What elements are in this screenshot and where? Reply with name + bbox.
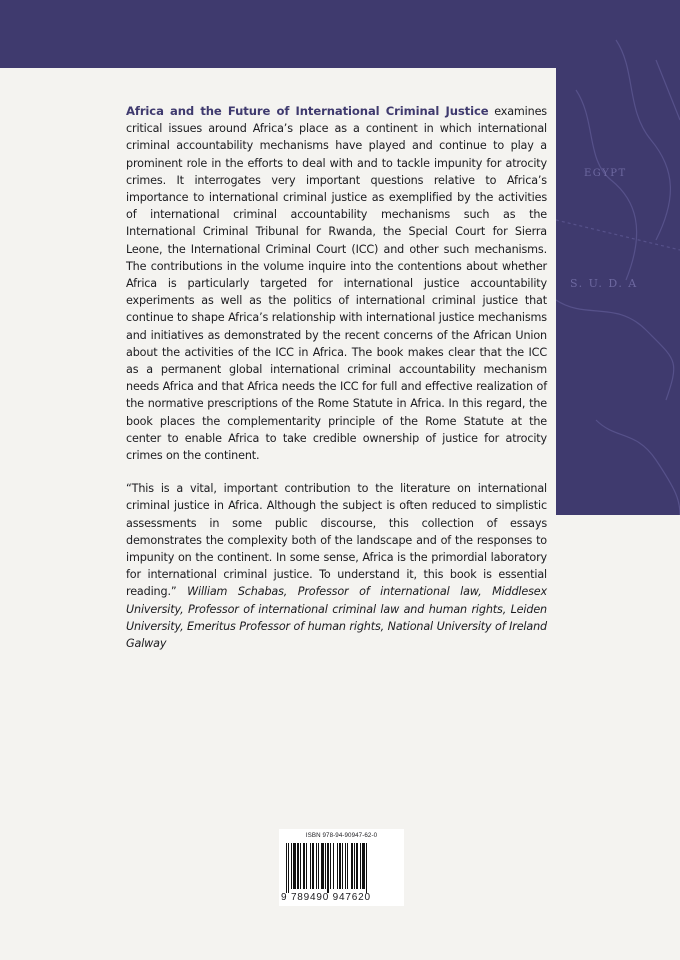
map-label-sudan: S. U. D. A <box>570 277 638 290</box>
endorsement-paragraph <box>126 480 547 652</box>
barcode-digits: 9 789490 947620 <box>281 892 371 903</box>
endorsement-attribution: William Schabas, Professor of international law, Middlesex University, Professor of international criminal law and human rights, Leiden University, Emeritus Professor of human rights, National University of Ireland Galway <box>126 585 548 651</box>
barcode-bar <box>312 843 314 889</box>
barcode-bar <box>291 843 292 889</box>
book-title: Africa and the Future of International Criminal Justice <box>126 104 489 118</box>
blurb-body: examines critical issues around Africa’s place as a continent in which international criminal accountability mechanisms have played and continue to play a prominent role in the efforts to deal with and to tackle impunity for atrocity crimes. It interrogates very important questions relative to Africa’s importance to international criminal justice as exemplified by the activities of international criminal accountability mechanisms such as the International Criminal Tribunal for Rwanda, the Special Court for Sierra Leone, the International Criminal Court (ICC) and other such mechanisms. The contributions in the volume inquire into the contentions about whether Africa is particularly targeted for international justice accountability experiments as well as the politics of international criminal justice that continue to shape Africa’s relationship with international justice mechanisms and initiatives as demonstrated by the recent concerns of the African Union about the activities of the ICC in Africa. The book makes clear that the ICC as a permanent global international criminal accountability mechanism needs Africa and that Africa needs the ICC for full and effective realization of the normative prescriptions of the Rome Statute in Africa. In this regard, the book places the complementarity principle of the Rome Statute at the center to enable Africa to take credible ownership of justice for atrocity crimes on the continent. <box>126 105 547 463</box>
side-map-panel <box>556 0 680 515</box>
isbn-barcode <box>279 829 404 906</box>
barcode-bar <box>316 843 317 889</box>
barcode-bar <box>288 843 289 893</box>
barcode-bar <box>325 843 326 889</box>
barcode-bar <box>356 843 358 889</box>
endorsement-quote: “This is a vital, important contribution to the literature on international criminal justice in Africa. Although the subject is often reduced to simplistic assessments in some public discourse, this collection of essays demonstrates the complexity both of the landscape and of the responses to impunity on the continent. In some sense, Africa is the primordial laboratory for international criminal justice. To understand it, this book is essential reading.” <box>126 482 547 599</box>
barcode-bar <box>297 843 299 889</box>
map-watermark-illustration <box>556 0 680 515</box>
barcode-bar <box>360 843 361 889</box>
barcode-bar <box>318 843 319 889</box>
back-cover-text <box>126 103 547 663</box>
barcode-bar <box>337 843 338 889</box>
barcode-bar <box>286 843 287 893</box>
barcode-bar <box>293 843 296 889</box>
barcode-bar <box>345 843 346 889</box>
barcode-bar <box>300 843 301 889</box>
blurb-paragraph <box>126 103 547 464</box>
barcode-bar <box>362 843 365 889</box>
barcode-bar <box>306 843 307 889</box>
barcode-bar <box>327 843 329 893</box>
map-label-egypt: EGYPT <box>584 168 627 179</box>
barcode-bar <box>330 843 331 889</box>
barcode-bar <box>310 843 311 889</box>
barcode-bar <box>347 843 348 889</box>
barcode-bar <box>321 843 324 889</box>
barcode-bars <box>284 843 399 893</box>
barcode-bar <box>339 843 341 889</box>
barcode-bar <box>342 843 343 889</box>
barcode-bar <box>333 843 334 889</box>
barcode-bar <box>366 843 367 893</box>
isbn-label: ISBN 978-94-90947-62-0 <box>305 832 378 839</box>
barcode-bar <box>303 843 305 889</box>
barcode-bar <box>354 843 355 889</box>
barcode-bar <box>351 843 353 889</box>
